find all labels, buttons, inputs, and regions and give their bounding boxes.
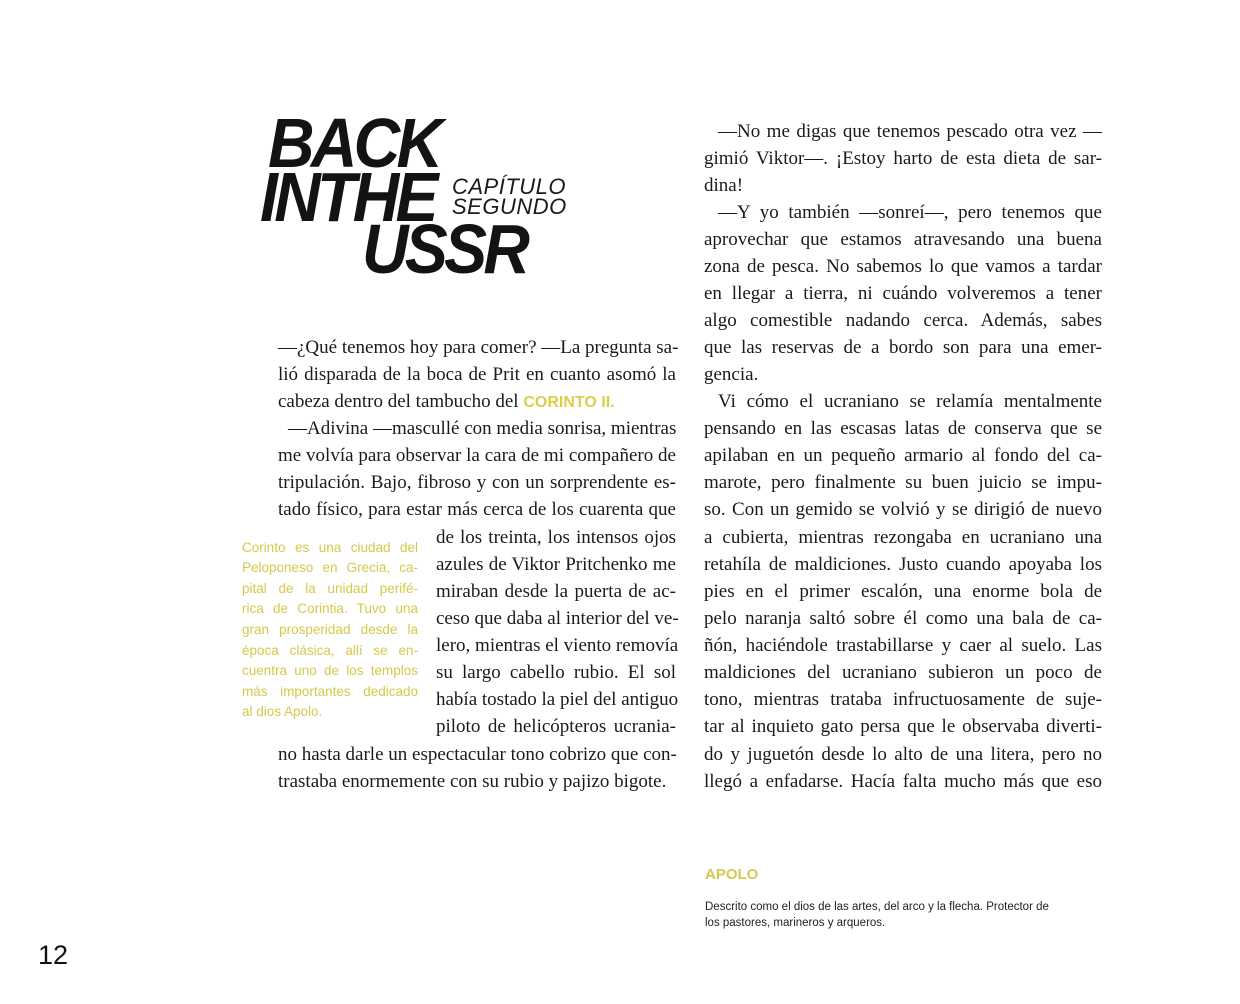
body-line: había tostado la piel del antiguo — [436, 689, 679, 710]
body-line: do y juguetón desde lo alto de una litera, pero no — [704, 744, 1102, 765]
sidenote-line: al dios Apolo. — [242, 704, 323, 719]
body-line: llegó a enfadarse. Hacía falta mucho más que eso — [704, 771, 1102, 792]
body-line: de los treinta, los intensos ojos — [436, 527, 676, 548]
body-line: pensando en las escasas latas de conserva que se — [704, 418, 1102, 439]
body-line — [278, 388, 676, 416]
body-line: —Adivina —mascullé con media sonrisa, mientras — [288, 418, 677, 439]
body-line: gimió Viktor—. ¡Estoy harto de esta dieta de sar- — [704, 148, 1102, 169]
sidenote-line: Corinto es una ciudad del — [242, 540, 418, 555]
footnote-text-line: Descrito como el dios de las artes, del arco y la flecha. Protector de — [705, 901, 1049, 913]
body-line: piloto de helicópteros ucrania- — [436, 716, 676, 737]
body-line: Vi cómo el ucraniano se relamía mentalmente — [718, 391, 1102, 412]
chapter-label-line2: SEGUNDO — [452, 194, 567, 219]
body-line: azules de Viktor Pritchenko me — [436, 554, 676, 575]
sidenote-line: Peloponeso en Grecia, ca- — [242, 560, 418, 575]
body-line: me volvía para observar la cara de mi compañero de — [278, 445, 676, 466]
sidenote-line: época clásica, allí se en- — [242, 643, 418, 658]
body-line: —Y yo también —sonreí—, pero tenemos que — [718, 202, 1102, 223]
title-line-back: BACK — [268, 104, 440, 182]
sidenote-line: pital de la unidad perifé- — [242, 581, 418, 596]
body-line: tripulación. Bajo, fibroso y con un sorprendente es- — [278, 472, 676, 493]
title-line-ussr: USSR — [362, 210, 527, 288]
body-line: dina! — [704, 175, 744, 196]
body-line: maldiciones del ucraniano subieron un poco de — [704, 662, 1102, 683]
sidenote-line: rica de Corintia. Tuvo una — [242, 601, 418, 616]
body-line: gencia. — [704, 364, 759, 385]
footnote-text-line: los pastores, marineros y arqueros. — [705, 917, 886, 929]
boat-name-highlight: CORINTO II. — [523, 394, 615, 411]
chapter-label-line1: CAPÍTULO — [452, 174, 567, 199]
body-line: su largo cabello rubio. El sol — [436, 662, 676, 683]
body-line: no hasta darle un espectacular tono cobrizo que con- — [278, 744, 677, 765]
body-line: ñón, haciéndole trastabillarse y caer al suelo. Las — [704, 635, 1102, 656]
body-line: ceso que daba al interior del ve- — [436, 608, 679, 629]
body-line: pelo naranja saltó sobre él como una bala de ca- — [704, 608, 1102, 629]
body-line: pies en el primer escalón, una enorme bola de — [704, 581, 1102, 602]
body-line: aprovechar que estamos atravesando una buena — [704, 229, 1102, 250]
title-line-inthe: INTHE — [260, 158, 435, 236]
body-line: trastaba enormemente con su rubio y pajizo bigote. — [278, 771, 667, 792]
body-line: tar al inquieto gato persa que le observaba diverti- — [704, 716, 1102, 737]
body-line: apilaban en un pequeño armario al fondo del ca- — [704, 445, 1102, 466]
body-line: zona de pesca. No sabemos lo que vamos a tardar — [704, 256, 1102, 277]
body-line: algo comestible nadando cerca. Además, sabes — [704, 310, 1102, 331]
sidenote-line: más importantes dedicado — [242, 684, 418, 699]
body-line: lero, mientras el viento removía — [436, 635, 679, 656]
page-number: 12 — [38, 940, 69, 970]
body-line: a cubierta, mientras rezongaba en ucraniano una — [704, 527, 1102, 548]
body-line: miraban desde la puerta de ac- — [436, 581, 676, 602]
body-line: que las reservas de a bordo son para una emer- — [704, 337, 1102, 358]
body-line: en llegar a tierra, ni cuándo volveremos a tener — [704, 283, 1102, 304]
body-line-text: cabeza dentro del tambucho del — [278, 391, 524, 412]
body-line: tado físico, para estar más cerca de los cuarenta que — [278, 499, 676, 520]
footnote-title: APOLO — [705, 866, 759, 883]
sidenote-line: cuentra uno de los templos — [242, 663, 418, 678]
body-line: retahíla de maldiciones. Justo cuando apoyaba los — [704, 554, 1102, 575]
body-line: lió disparada de la boca de Prit en cuanto asomó la — [278, 364, 676, 385]
body-line: so. Con un gemido se volvió y se dirigió de nuevo — [704, 499, 1102, 520]
sidenote-line: gran prosperidad desde la — [242, 622, 418, 637]
body-line: marote, pero finalmente su buen juicio se impu- — [704, 472, 1102, 493]
body-line: —¿Qué tenemos hoy para comer? —La pregunta sa- — [278, 337, 679, 358]
body-line: tono, mientras trataba infructuosamente de suje- — [704, 689, 1102, 710]
body-line: —No me digas que tenemos pescado otra vez — — [718, 121, 1102, 142]
